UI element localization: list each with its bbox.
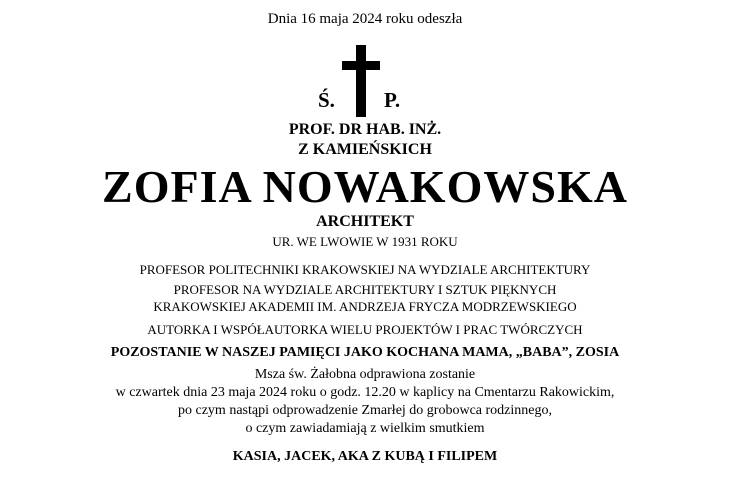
memory-statement: POZOSTANIE W NASZEJ PAMIĘCI JAKO KOCHANA MAMA, „BABA”, ZOSIA: [110, 345, 620, 360]
death-date-header: Dnia 16 maja 2024 roku odeszła: [267, 11, 463, 27]
deceased-name: ZOFIA NOWAKOWSKA: [102, 161, 628, 212]
sp-abbreviation-left: Ś.: [318, 88, 335, 112]
bio-line-1: PROFESOR POLITECHNIKI KRAKOWSKIEJ NA WYDZIALE ARCHITEKTURY: [139, 262, 591, 277]
mass-info-2: w czwartek dnia 23 maja 2024 roku o godz. 12.20 w kaplicy na Cmentarzu Rakowickim,: [115, 385, 615, 400]
mass-info-1: Msza św. Żałobna odprawiona zostanie: [254, 367, 476, 382]
mass-info-4: o czym zawiadamiają z wielkim smutkiem: [245, 421, 485, 436]
maiden-name: Z KAMIEŃSKICH: [298, 141, 432, 158]
sp-abbreviation-right: P.: [384, 88, 401, 112]
profession: ARCHITEKT: [316, 213, 414, 230]
bio-line-2b: KRAKOWSKIEJ AKADEMII IM. ANDRZEJA FRYCZA MODRZEWSKIEGO: [153, 299, 577, 314]
birth-info: UR. WE LWOWIE W 1931 ROKU: [272, 234, 458, 249]
bio-line-3: AUTORKA I WSPÓŁAUTORKA WIELU PROJEKTÓW I PRAC TWÓRCZYCH: [147, 322, 583, 337]
family-signature: KASIA, JACEK, AKA Z KUBĄ I FILIPEM: [232, 449, 498, 464]
bio-line-2a: PROFESOR NA WYDZIALE ARCHITEKTURY I SZTUK PIĘKNYCH: [173, 282, 557, 297]
academic-title: PROF. DR HAB. INŻ.: [288, 121, 442, 138]
latin-cross-icon: [342, 45, 380, 117]
mass-info-3: po czym nastąpi odprowadzenie Zmarłej do grobowca rodzinnego,: [178, 403, 552, 418]
